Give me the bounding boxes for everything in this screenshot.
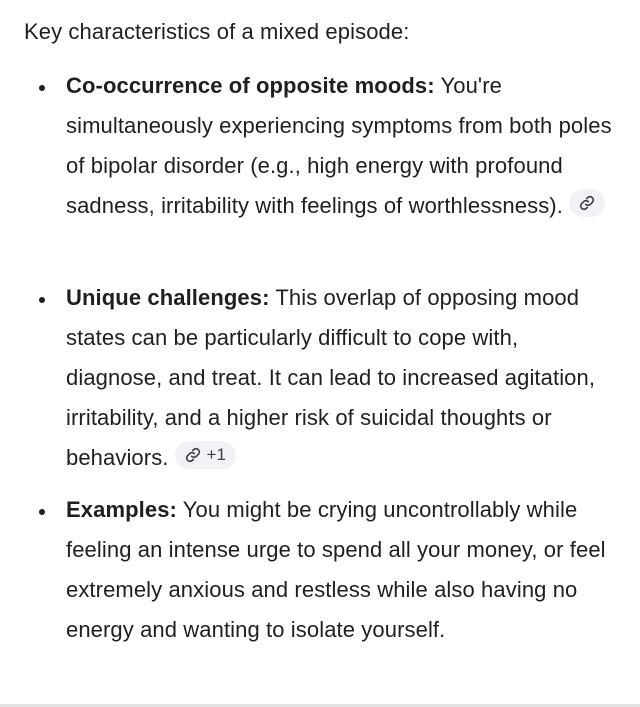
bullet-dot xyxy=(39,85,45,91)
link-icon xyxy=(579,195,595,211)
source-count: +1 xyxy=(206,445,227,464)
bullet-body: You're simultaneously experiencing symptoms from both poles of bipolar disorder (e.g., high energy with profound sadness, irritability with feelings of worthlessness). xyxy=(66,73,612,218)
link-icon xyxy=(185,447,201,463)
bullet-dot xyxy=(39,297,45,303)
source-link-chip[interactable] xyxy=(175,441,237,469)
bullet-body: This overlap of opposing mood states can be particularly difficult to cope with, diagnose, and treat. It can lead to increased agitation, irritability, and a higher risk of suicidal thoughts or behaviors. xyxy=(66,285,596,470)
bullet-text xyxy=(66,66,618,226)
bullet-title: Unique challenges: xyxy=(66,285,270,310)
bullet-dot xyxy=(39,509,45,515)
intro-text: Key characteristics of a mixed episode: xyxy=(24,19,410,44)
bullet-title: Examples: xyxy=(66,497,177,522)
source-link-chip[interactable] xyxy=(569,189,605,217)
bullet-text xyxy=(66,490,618,650)
bullet-text xyxy=(66,278,618,478)
bullet-body: You might be crying uncontrollably while feeling an intense urge to spend all your money, or feel extremely anxious and restless while also having no energy and wanting to isolate yourself. xyxy=(66,497,606,642)
bullet-title: Co-occurrence of opposite moods: xyxy=(66,73,435,98)
